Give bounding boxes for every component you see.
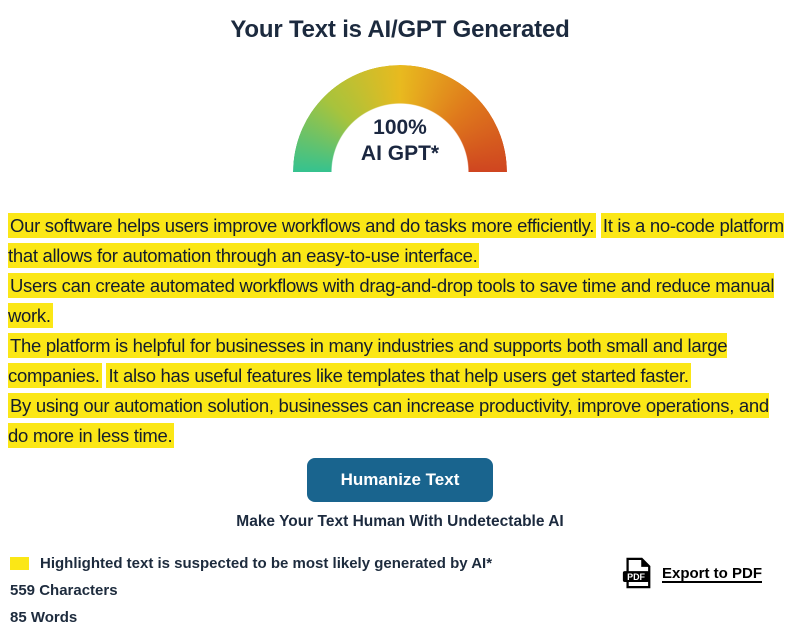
humanize-text-button[interactable]: Humanize Text [307,458,494,502]
pdf-icon-text: PDF [627,571,645,582]
highlighted-sentence: Users can create automated workflows with drag-and-drop tools to save time and reduce manual work. [8,275,775,326]
pdf-file-icon [621,557,653,590]
button-row [0,458,800,502]
paragraph [8,331,792,391]
character-count: 559 Characters [10,582,118,599]
highlight-swatch-icon [10,557,29,570]
ai-detector-results-page [0,16,800,626]
footer [0,555,800,626]
highlight-legend [10,555,492,572]
paragraph [8,391,792,451]
gauge-value [293,115,507,167]
highlighted-sentence: Our software helps users improve workflows and do tasks more efficiently. [10,215,595,236]
gauge-percentage: 100% [373,116,427,139]
export-to-pdf[interactable] [621,557,762,590]
highlighted-sentence: It also has useful features like templates that help users get started faster. [108,365,689,386]
highlighted-sentence: By using our automation solution, businesses can increase productivity, improve operations, and do more in less time. [8,395,769,446]
paragraph [8,211,792,271]
legend-label: Highlighted text is suspected to be most likely generated by AI* [40,555,493,572]
highlighted-sentence: The platform is helpful for businesses in many industries and supports both small and large companies. [8,335,728,386]
gauge-label: AI GPT* [360,142,440,165]
humanize-subtitle: Make Your Text Human With Undetectable AI [236,513,564,530]
word-count: 85 Words [10,609,78,626]
ai-score-gauge [293,65,507,173]
footer-stats [10,555,492,626]
paragraph [8,271,792,331]
export-to-pdf-link[interactable]: Export to PDF [662,565,762,582]
analyzed-text [0,211,800,451]
highlighted-sentence: It is a no-code platform that allows for automation through an easy-to-use interface. [8,215,784,266]
page-title: Your Text is AI/GPT Generated [230,16,570,43]
